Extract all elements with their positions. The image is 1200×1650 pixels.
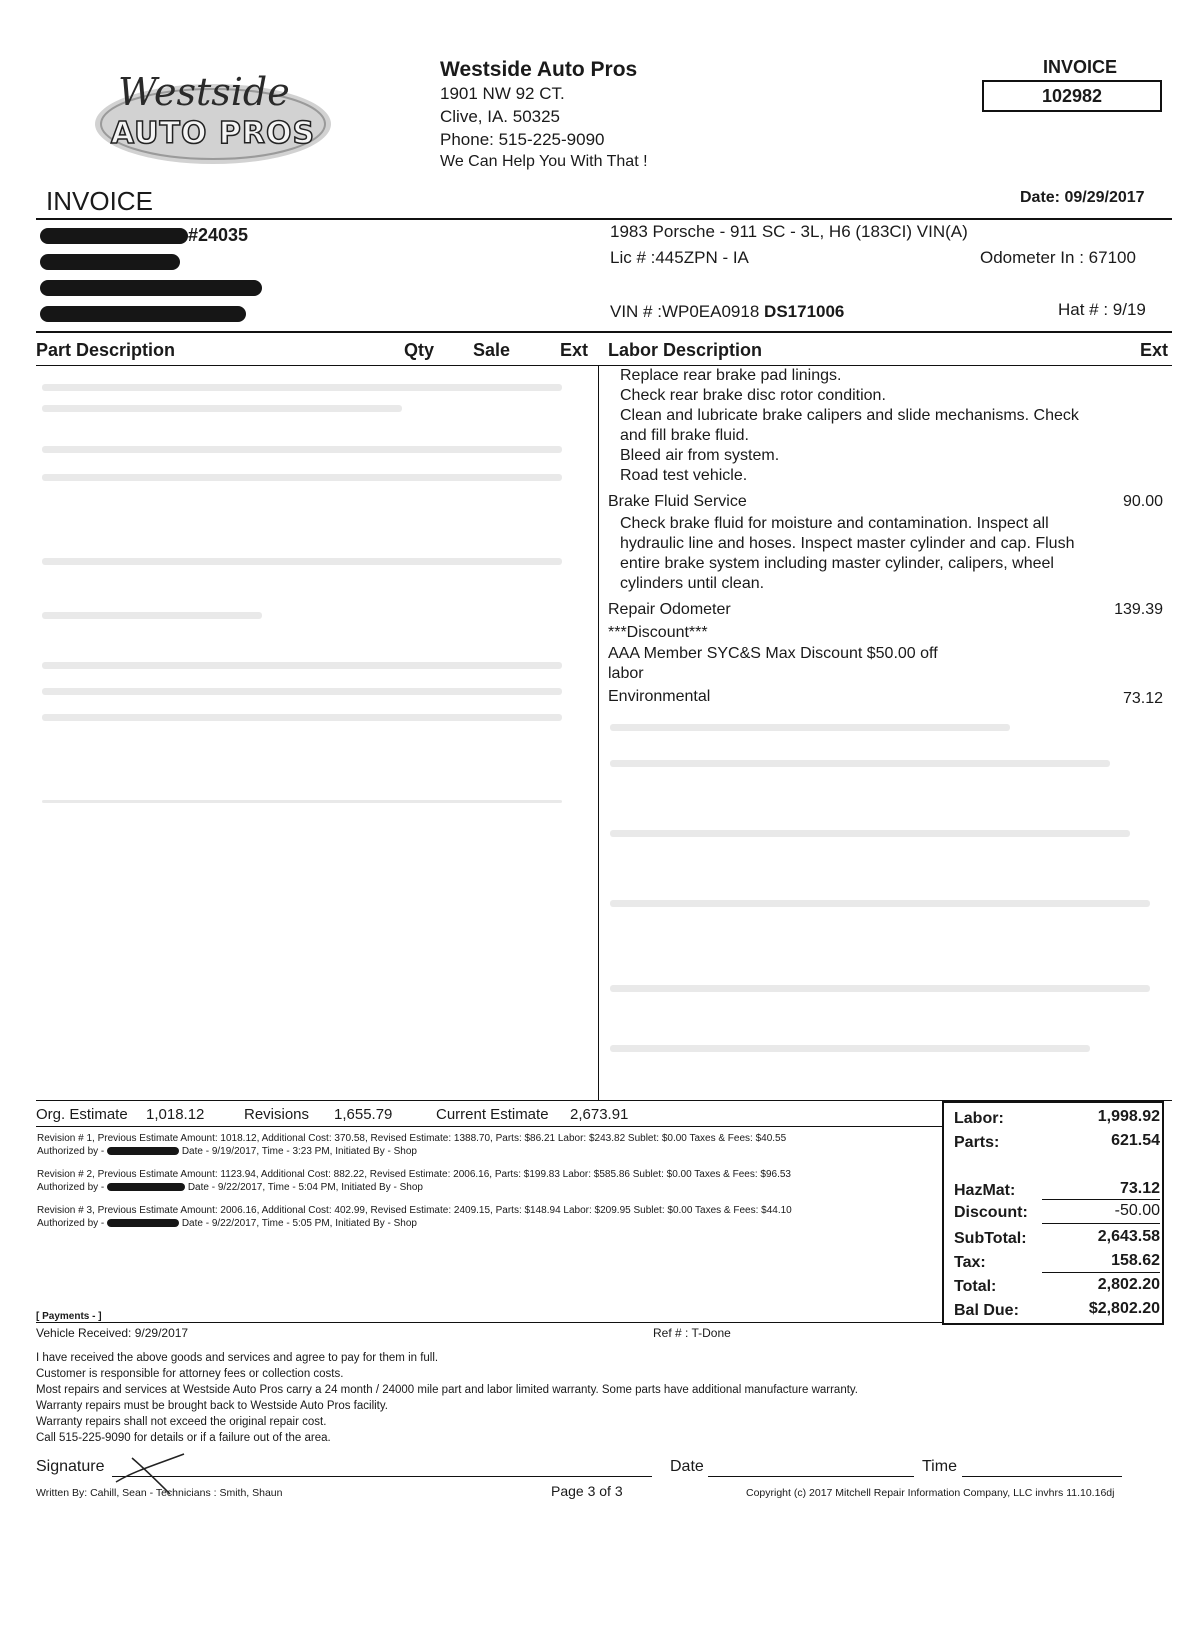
bleed-through-line (42, 446, 562, 453)
terms-line: Customer is responsible for attorney fees or collection costs. (36, 1368, 344, 1380)
vehicle-vin (610, 302, 844, 322)
time-line (962, 1476, 1122, 1477)
vehicle-description: 1983 Porsche - 911 SC - 3L, H6 (183CI) VIN(A) (610, 222, 968, 241)
redacted-phone (40, 306, 246, 322)
labor-line: and fill brake fluid. (620, 427, 749, 444)
labor-line: Bleed air from system. (620, 447, 780, 464)
hat-number: Hat # : 9/19 (1058, 300, 1146, 319)
col-part-description: Part Description (36, 340, 176, 360)
revision-1-line: Revision # 1, Previous Estimate Amount: 1018.12, Additional Cost: 370.58, Revised Estimate: 1388.70, Parts: $86.21 Labor: $243.82 Sublet: $0.00 Taxes & Fees: $40.55 (37, 1133, 787, 1144)
shop-logo (88, 62, 338, 172)
redacted-authorizer (107, 1219, 179, 1227)
hazmat-value: 73.12 (1119, 1180, 1160, 1197)
payments-label: [ Payments - ] (36, 1311, 102, 1322)
date-label: Date (670, 1458, 704, 1475)
table-header-rule (36, 365, 1172, 366)
labor-discount-line2: labor (608, 665, 644, 682)
subtotal-label: SubTotal: (954, 1230, 1027, 1247)
shop-slogan: We Can Help You With That ! (440, 153, 648, 170)
parts-total-value: 621.54 (1111, 1132, 1160, 1149)
col-sale: Sale (473, 340, 511, 360)
time-label: Time (922, 1458, 957, 1475)
labor-discount-line1: AAA Member SYC&S Max Discount $50.00 off (608, 645, 938, 662)
terms-line: I have received the above goods and services and agree to pay for them in full. (36, 1352, 439, 1364)
copyright: Copyright (c) 2017 Mitchell Repair Information Company, LLC invhrs 11.10.16dj (746, 1487, 1115, 1499)
hazmat-label: HazMat: (954, 1182, 1016, 1199)
labor-item-environmental: Environmental (608, 688, 711, 705)
labor-amount-environmental: 73.12 (1122, 690, 1163, 707)
bleed-through-line (610, 900, 1150, 907)
col-labor-ext: Ext (1140, 340, 1169, 360)
total-value: 2,802.20 (1097, 1276, 1160, 1293)
terms-line: Warranty repairs shall not exceed the original repair cost. (36, 1416, 327, 1428)
revision-2-auth-label: Authorized by - (37, 1182, 105, 1193)
labor-item-brake-fluid: Brake Fluid Service (608, 493, 747, 510)
discount-label: Discount: (954, 1204, 1028, 1221)
shop-name: Westside Auto Pros (440, 58, 638, 81)
bleed-through-line (610, 760, 1110, 767)
vehicle-received: Vehicle Received: 9/29/2017 (36, 1326, 189, 1340)
bleed-through-line (42, 662, 562, 669)
labor-total-label: Labor: (954, 1110, 1004, 1127)
tax-underline (1042, 1272, 1160, 1273)
hazmat-underline (1042, 1199, 1160, 1200)
redacted-customer-name (40, 228, 188, 244)
revision-2-auth-rest: Date - 9/22/2017, Time - 5:04 PM, Initiated By - Shop (187, 1182, 423, 1193)
revisions-label: Revisions (244, 1106, 310, 1123)
labor-line: Clean and lubricate brake calipers and slide mechanisms. Check (620, 407, 1079, 424)
bleed-through-line (42, 558, 562, 565)
vehicle-license: Lic # :445ZPN - IA (610, 248, 749, 267)
bleed-through-line (42, 612, 262, 619)
vin-suffix: DS171006 (764, 302, 845, 321)
header-rule (36, 218, 1172, 220)
revision-1-auth-label: Authorized by - (37, 1146, 105, 1157)
bleed-through-line (42, 800, 562, 803)
labor-line: cylinders until clean. (620, 575, 765, 592)
terms-line: Warranty repairs must be brought back to Westside Auto Pros facility. (36, 1400, 388, 1412)
labor-amount-odometer: 139.39 (1114, 601, 1163, 618)
redacted-street (40, 254, 180, 270)
balance-due-value: $2,802.20 (1088, 1300, 1160, 1317)
labor-item-discount: ***Discount*** (608, 624, 708, 641)
estimate-underline (36, 1126, 942, 1127)
labor-line: hydraulic line and hoses. Inspect master cylinder and cap. Flush (620, 535, 1075, 552)
shop-phone: Phone: 515-225-9090 (440, 130, 605, 149)
labor-line: entire brake system including master cylinder, calipers, wheel (620, 555, 1054, 572)
col-ext: Ext (560, 340, 589, 360)
balance-due-label: Bal Due: (954, 1302, 1019, 1319)
total-label: Total: (954, 1278, 997, 1295)
revision-2-auth (37, 1181, 423, 1194)
payments-rule (36, 1322, 942, 1323)
invoice-title: INVOICE (46, 186, 153, 216)
labor-line: Check rear brake disc rotor condition. (620, 387, 886, 404)
bleed-through-line (42, 384, 562, 391)
labor-line: Check brake fluid for moisture and contamination. Inspect all (620, 515, 1049, 532)
org-estimate-label: Org. Estimate (36, 1106, 128, 1123)
written-by: Written By: Cahill, Sean - Technicians : Smith, Shaun (36, 1487, 283, 1499)
vin-prefix: VIN # :WP0EA0918 (610, 302, 760, 321)
bleed-through-line (610, 724, 1010, 731)
redacted-city (40, 280, 262, 296)
customer-number: #24035 (188, 225, 249, 245)
current-estimate-label: Current Estimate (436, 1106, 549, 1123)
revision-2-line: Revision # 2, Previous Estimate Amount: 1123.94, Additional Cost: 882.22, Revised Estimate: 2006.16, Parts: $199.83 Labor: $585.86 Sublet: $0.00 Taxes & Fees: $96.53 (37, 1169, 791, 1180)
subtotal-value: 2,643.58 (1097, 1228, 1160, 1245)
logo-script-text: Westside (118, 70, 290, 114)
bleed-through-line (42, 474, 562, 481)
revision-3-auth-label: Authorized by - (37, 1218, 105, 1229)
current-estimate-value: 2,673.91 (570, 1106, 629, 1123)
shop-address-line1: 1901 NW 92 CT. (440, 84, 565, 103)
bleed-through-line (42, 688, 562, 695)
revision-3-line: Revision # 3, Previous Estimate Amount: 2006.16, Additional Cost: 402.99, Revised Estimate: 2409.15, Parts: $148.94 Labor: $209.95 Sublet: $0.00 Taxes & Fees: $44.10 (37, 1205, 792, 1216)
tax-value: 158.62 (1111, 1252, 1160, 1269)
shop-address-line2: Clive, IA. 50325 (440, 107, 561, 126)
revision-1-auth-rest: Date - 9/19/2017, Time - 3:23 PM, Initiated By - Shop (181, 1146, 417, 1157)
date-line (708, 1476, 914, 1477)
vehicle-rule (36, 331, 1172, 333)
col-qty: Qty (404, 340, 435, 360)
bleed-through-line (610, 830, 1130, 837)
invoice-number: 102982 (982, 80, 1162, 112)
discount-underline (1042, 1223, 1160, 1224)
bleed-through-line (42, 714, 562, 721)
redacted-authorizer (107, 1183, 185, 1191)
invoice-label: INVOICE (1042, 57, 1117, 77)
terms-line: Call 515-225-9090 for details or if a failure out of the area. (36, 1432, 331, 1444)
revision-3-auth (37, 1217, 417, 1230)
bleed-through-line (42, 405, 402, 412)
revision-3-auth-rest: Date - 9/22/2017, Time - 5:05 PM, Initiated By - Shop (181, 1218, 417, 1229)
logo-block-text: AUTO PROS (110, 116, 316, 151)
parts-total-label: Parts: (954, 1134, 1000, 1151)
redacted-authorizer (107, 1147, 179, 1155)
page-number: Page 3 of 3 (551, 1483, 623, 1499)
labor-item-odometer: Repair Odometer (608, 601, 731, 618)
labor-line: Road test vehicle. (620, 467, 748, 484)
ref-number: Ref # : T-Done (653, 1326, 731, 1340)
revisions-value: 1,655.79 (334, 1106, 393, 1123)
org-estimate-value: 1,018.12 (146, 1106, 205, 1123)
labor-total-value: 1,998.92 (1097, 1108, 1160, 1125)
bleed-through-line (610, 985, 1150, 992)
tax-label: Tax: (954, 1254, 986, 1271)
revision-1-auth (37, 1145, 417, 1158)
col-labor-description: Labor Description (608, 340, 763, 360)
labor-line: Replace rear brake pad linings. (620, 367, 842, 384)
labor-amount-brake-fluid: 90.00 (1122, 493, 1163, 510)
signature-label: Signature (36, 1458, 105, 1475)
bleed-through-line (610, 1045, 1090, 1052)
signature-line (112, 1476, 652, 1477)
invoice-date: Date: 09/29/2017 (1020, 189, 1145, 206)
discount-value: -50.00 (1114, 1202, 1160, 1219)
terms-line: Most repairs and services at Westside Auto Pros carry a 24 month / 24000 mile part and labor limited warranty. Some parts have additional manufacture warranty. (36, 1384, 859, 1396)
odometer-in: Odometer In : 67100 (980, 248, 1136, 267)
column-divider (598, 365, 599, 1100)
